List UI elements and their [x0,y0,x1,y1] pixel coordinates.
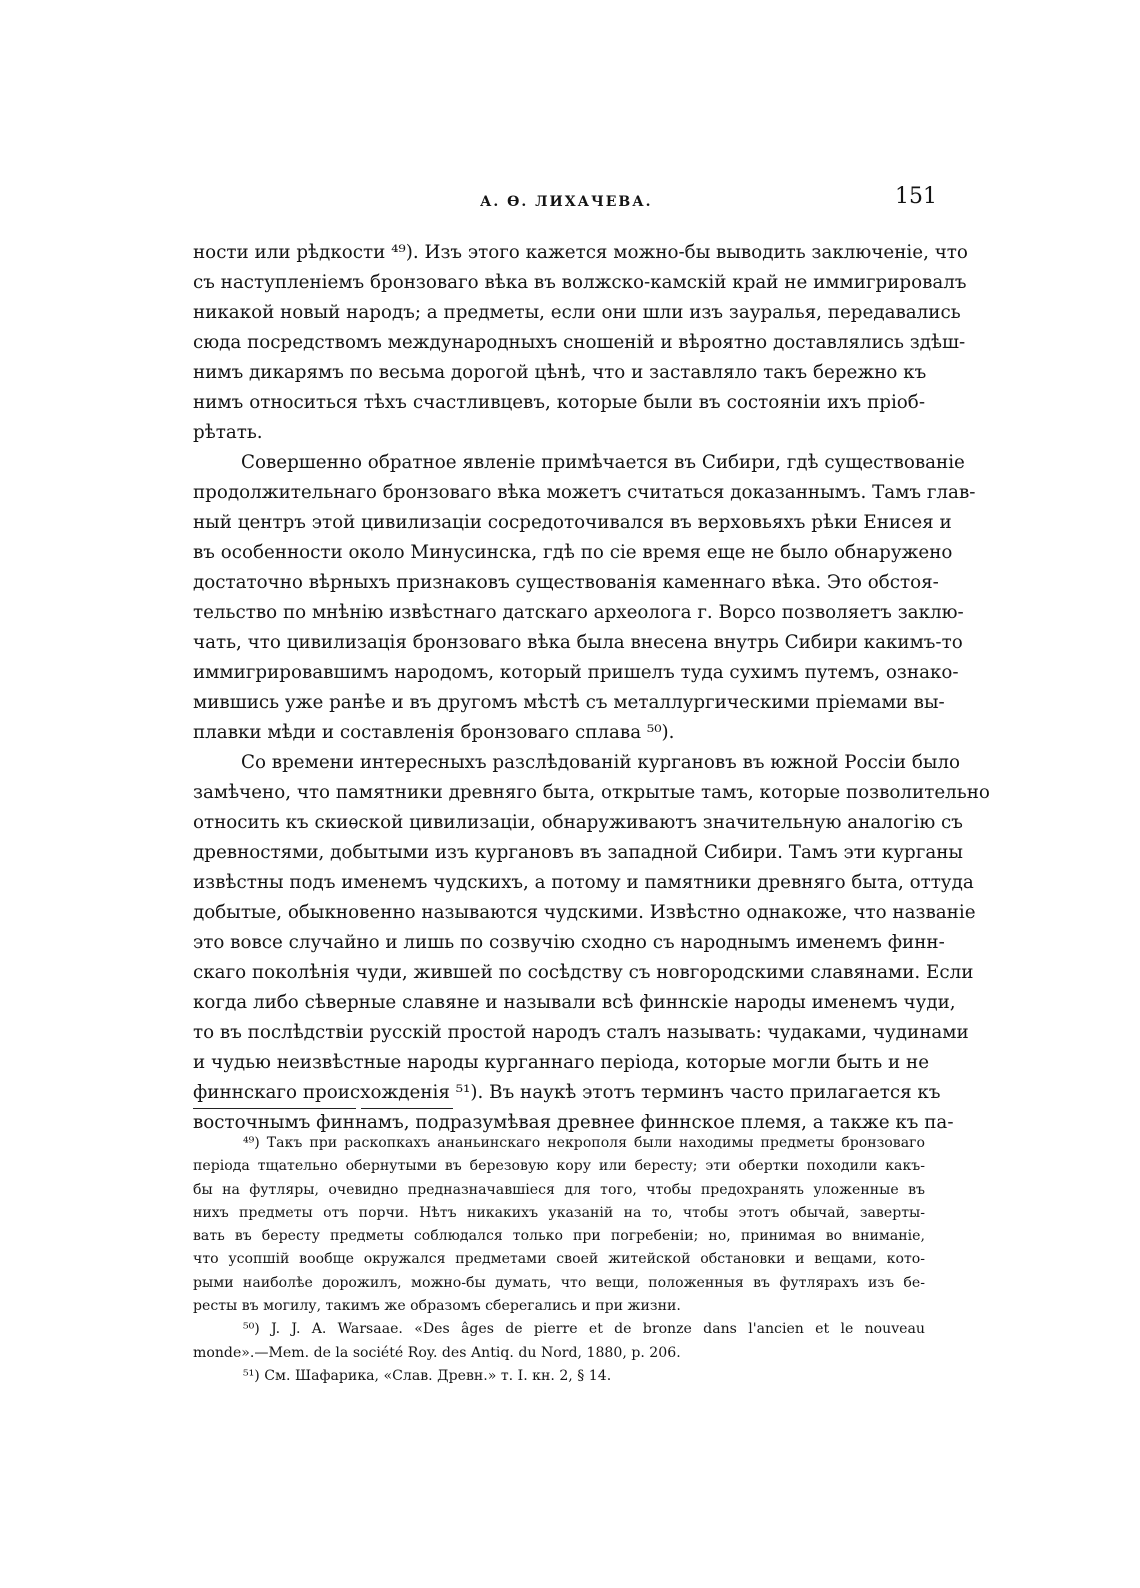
footnote-line: ресты въ могилу, такимъ же образомъ сберегались и при жизни. [193,1298,681,1315]
footnote-line: періода тщательно обернутыми въ березовую кору или бересту; эти обертки походили какъ- [193,1158,925,1175]
text-line: скаго поколѣнія чуди, жившей по сосѣдству съ новгородскими славянами. Если [193,962,974,983]
text-line: Совершенно обратное явленіе примѣчается въ Сибири, гдѣ существованіе [241,452,965,473]
footnote-line: ⁵⁰) J. J. A. Warsaae. «Des âges de pierre et de bronze dans l'ancien et le nouveau [243,1321,925,1338]
text-line: восточнымъ финнамъ, подразумѣвая древнее финнское племя, а также къ па- [193,1112,954,1133]
main-text [193,238,990,1138]
text-line: нимъ относиться тѣхъ счастливцевъ, которые были въ состояніи ихъ пріоб- [193,392,925,413]
text-line: продолжительнаго бронзоваго вѣка можетъ считаться доказаннымъ. Тамъ глав- [193,482,976,503]
footnote-line: ⁴⁹) Такъ при раскопкахъ ананьинскаго некрополя были находимы предметы бронзоваго [243,1135,925,1151]
footnote-line: monde».—Mem. de la société Roy. des Antiq. du Nord, 1880, p. 206. [193,1344,681,1361]
running-head: А. Ѳ. ЛИХАЧЕВА. [480,194,653,210]
text-line: извѣстны подъ именемъ чудскихъ, а потому и памятники древняго быта, оттуда [193,872,974,893]
text-line: древностями, добытыми изъ кургановъ въ западной Сибири. Тамъ эти курганы [193,842,963,863]
text-line: замѣчено, что памятники древняго быта, открытые тамъ, которые позволительно [193,782,990,803]
text-line: мившись уже ранѣе и въ другомъ мѣстѣ съ металлургическими пріемами вы- [193,692,945,713]
text-line: относить къ скиѳской цивилизаціи, обнаруживаютъ значительную аналогію съ [193,812,963,833]
text-line: ности или рѣдкости ⁴⁹). Изъ этого кажется можно-бы выводить заключеніе, что [193,242,968,263]
footnote-separator [361,1108,453,1109]
text-line: нимъ дикарямъ по весьма дорогой цѣнѣ, что и заставляло такъ бережно къ [193,362,927,383]
footnote-line: нихъ предметы отъ порчи. Нѣтъ никакихъ указаній на то, чтобы этотъ обычай, заверты- [193,1204,925,1221]
text-line: ный центръ этой цивилизаціи сосредоточивался въ верховьяхъ рѣки Енисея и [193,512,952,533]
text-line: рѣтать. [193,422,263,443]
text-line: это вовсе случайно и лишь по созвучію сходно съ народнымъ именемъ финн- [193,932,945,953]
footnote-separator [193,1108,356,1109]
text-line: когда либо сѣверные славяне и называли всѣ финнскіе народы именемъ чуди, [193,992,956,1013]
text-line: въ особенности около Минусинска, гдѣ по сіе время еще не было обнаружено [193,542,953,563]
text-line: съ наступленіемъ бронзоваго вѣка въ волжско-камскій край не иммигрировалъ [193,272,967,293]
footnotes [193,1132,925,1388]
footnote-line: рыми наиболѣе дорожилъ, можно-бы думать, что вещи, положенныя въ футлярахъ изъ бе- [193,1274,925,1291]
text-line: сюда посредствомъ международныхъ сношеній и вѣроятно доставлялись здѣш- [193,332,966,353]
footnote-line: ⁵¹) См. Шафарика, «Слав. Древн.» т. I. кн. 2, § 14. [243,1367,612,1384]
text-line: и чудью неизвѣстные народы курганнаго періода, которые могли быть и не [193,1052,930,1073]
text-line: тельство по мнѣнію извѣстнаго датскаго археолога г. Ворсо позволяетъ заклю- [193,602,964,623]
text-line: финнскаго происхожденія ⁵¹). Въ наукѣ этотъ терминъ часто прилагается къ [193,1082,941,1103]
text-line: то въ послѣдствіи русскій простой народъ сталъ называть: чудаками, чудинами [193,1022,969,1043]
footnote-line: вать въ бересту предметы соблюдался только при погребеніи; но, принимая во вниманіе, [193,1228,925,1245]
page-number: 151 [895,184,937,209]
text-line: достаточно вѣрныхъ признаковъ существованія каменнаго вѣка. Это обстоя- [193,572,939,593]
text-line: Со времени интересныхъ разслѣдованій кургановъ въ южной Россіи было [241,752,961,773]
text-line: плавки мѣди и составленія бронзоваго сплава ⁵⁰). [193,722,675,743]
footnote-line: что усопшій вообще окружался предметами своей житейской обстановки и вещами, кото- [193,1251,925,1268]
text-line: никакой новый народъ; а предметы, если они шли изъ зауралья, передавались [193,302,961,323]
text-line: иммигрировавшимъ народомъ, который пришелъ туда сухимъ путемъ, ознако- [193,662,959,683]
text-line: добытые, обыкновенно называются чудскими. Извѣстно однакоже, что названіе [193,902,976,923]
footnote-line: бы на футляры, очевидно предназначавшіеся для того, чтобы предохранять уложенные въ [193,1181,925,1198]
text-line: чать, что цивилизація бронзоваго вѣка была внесена внутрь Сибири какимъ-то [193,632,963,653]
